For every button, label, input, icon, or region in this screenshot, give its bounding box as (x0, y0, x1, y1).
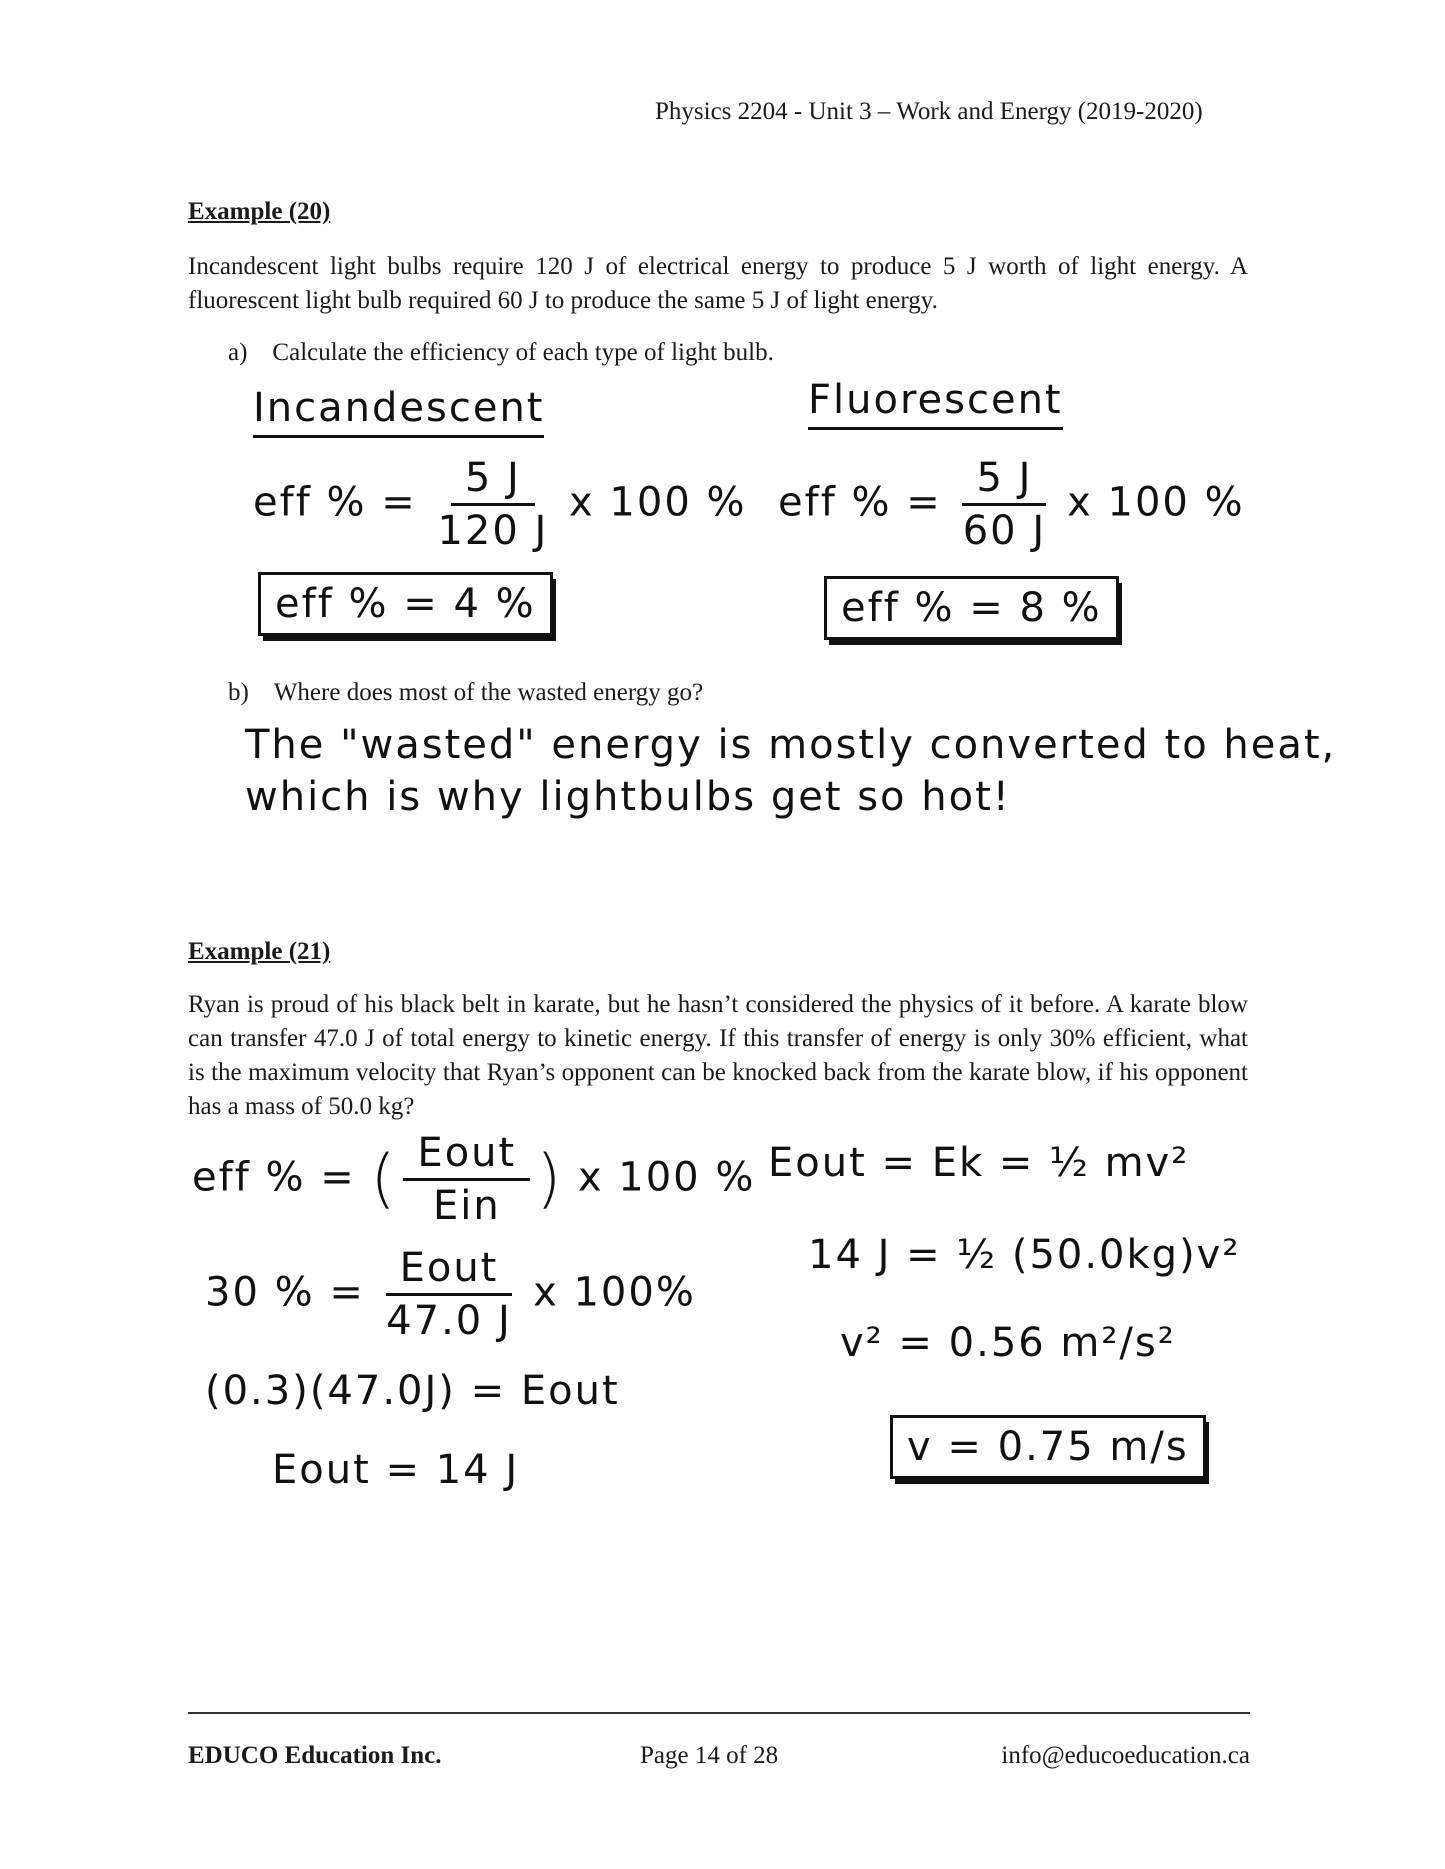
e21-kinetic-substitution: 14 J = ½ (50.0kg)v² (808, 1232, 1241, 1278)
example-21-title: Example (21) (188, 938, 331, 965)
e21-l2-numerator: Eout (386, 1245, 513, 1296)
incandescent-numerator: 5 J (451, 455, 535, 506)
e21-substitution (205, 1245, 696, 1344)
fluorescent-denominator: 60 J (962, 508, 1047, 554)
e21-l1-lhs: eff % = (192, 1154, 356, 1201)
page-header: Physics 2204 - Unit 3 – Work and Energy (2019-2020) (655, 98, 1203, 125)
example-20-part-b: b) Where does most of the wasted energy go? (228, 679, 704, 706)
incandescent-heading: Incandescent (253, 385, 544, 438)
e21-velocity-answer-box: v = 0.75 m/s (890, 1415, 1206, 1479)
e21-eout-result: Eout = 14 J (272, 1447, 520, 1493)
fluorescent-heading: Fluorescent (808, 377, 1063, 430)
e21-l1-numerator: Eout (403, 1130, 530, 1181)
footer-company: EDUCO Education Inc. (188, 1742, 442, 1769)
e21-efficiency-formula (192, 1130, 755, 1229)
left-paren-icon: ( (370, 1142, 398, 1217)
fluorescent-equation (778, 455, 1245, 554)
footer-page-number: Page 14 of 28 (640, 1742, 779, 1769)
incandescent-times: x 100 % (569, 479, 747, 526)
fluorescent-numerator: 5 J (962, 455, 1046, 506)
part-b-answer-line-2: which is why lightbulbs get so hot! (245, 774, 1011, 820)
incandescent-fraction (437, 455, 548, 554)
e21-kinetic-energy-formula: Eout = Ek = ½ mv² (768, 1140, 1190, 1186)
incandescent-lhs: eff % = (253, 479, 417, 526)
footer-divider (188, 1712, 1250, 1714)
e21-l1-denominator: Ein (432, 1183, 501, 1229)
e21-l2-times: x 100% (533, 1269, 696, 1316)
footer-email: info@educoeducation.ca (1001, 1742, 1250, 1769)
fluorescent-answer-box: eff % = 8 % (824, 576, 1119, 640)
e21-l1-times: x 100 % (577, 1154, 756, 1201)
example-20-question: Incandescent light bulbs require 120 J of electrical energy to produce 5 J worth of light energy. A fluorescent light bulb required 60 J to produce the same 5 J of light energy. (188, 253, 1248, 314)
fluorescent-lhs: eff % = (778, 479, 942, 526)
example-21-question: Ryan is proud of his black belt in karate, but he hasn’t considered the physics of it before. A karate blow can transfer 47.0 J of total energy to kinetic energy. If this transfer of energy is only 30% efficient, what is the maximum velocity that Ryan’s opponent can be knocked back from the karate blow, if his opponent has a mass of 50.0 kg? (188, 991, 1248, 1120)
e21-velocity-squared: v² = 0.56 m²/s² (840, 1320, 1176, 1366)
right-paren-icon: ) (536, 1142, 564, 1217)
e21-l2-denominator: 47.0 J (386, 1298, 512, 1344)
fluorescent-fraction (962, 455, 1046, 554)
incandescent-equation (253, 455, 747, 554)
part-b-answer-line-1: The "wasted" energy is mostly converted to heat, (245, 722, 1337, 768)
example-20-title: Example (20) (188, 198, 331, 225)
e21-l2-lhs: 30 % = (205, 1269, 365, 1316)
example-20-part-a: a) Calculate the efficiency of each type of light bulb. (228, 339, 774, 366)
fluorescent-times: x 100 % (1067, 479, 1245, 526)
e21-l2-fraction (386, 1245, 513, 1344)
e21-l1-fraction (403, 1130, 530, 1229)
incandescent-answer-box: eff % = 4 % (258, 572, 553, 636)
e21-multiply-line: (0.3)(47.0J) = Eout (205, 1368, 620, 1414)
incandescent-denominator: 120 J (437, 508, 549, 554)
